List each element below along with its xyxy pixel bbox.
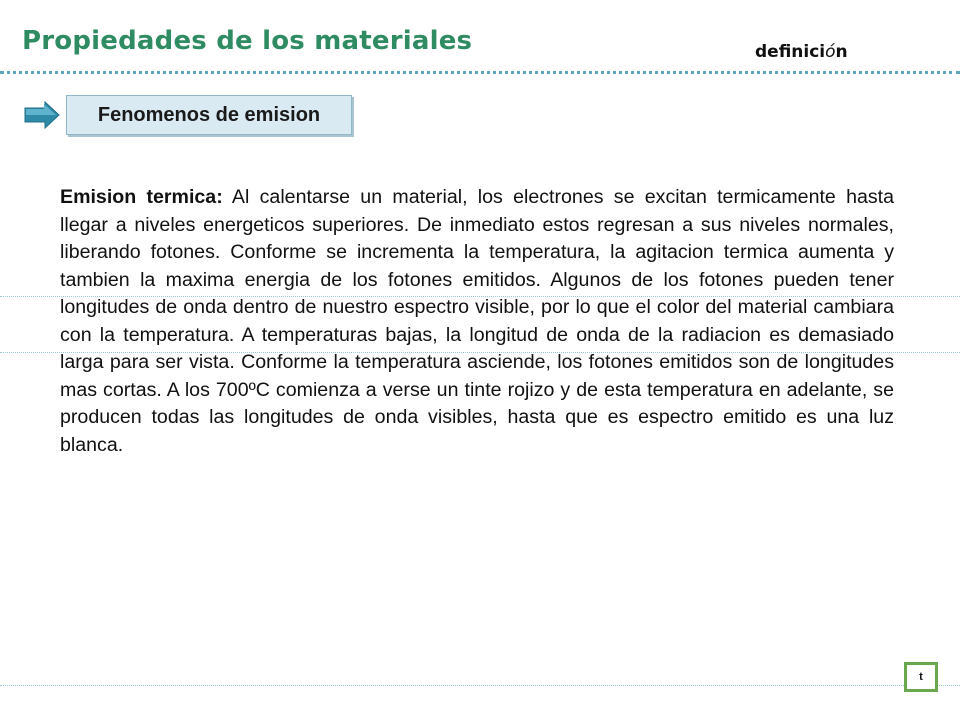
body-paragraph xyxy=(60,184,894,459)
page-title: Propiedades de los materiales xyxy=(22,26,473,56)
section-label-accent: ó xyxy=(825,42,836,62)
topic-heading-box: Fenomenos de emision xyxy=(66,95,352,135)
nav-button-label: t xyxy=(907,665,935,689)
nav-button[interactable] xyxy=(904,662,938,692)
section-label-prefix: definici xyxy=(755,42,826,62)
right-arrow-icon xyxy=(24,101,60,129)
section-label-suffix: n xyxy=(835,42,848,62)
body-text: Al calentarse un material, los electrones se excitan termicamente hasta llegar a niveles energeticos superiores. De inmediato estos regresan a sus niveles normales, liberando fotones. Conforme se incrementa la temperatura, la agitacion termica aumenta y tambien la maxima energia de los fotones emitidos. Algunos de los fotones pueden tener longitudes de onda dentro de nuestro espectro visible, por lo que el color del material cambiara con la temperatura. A temperaturas bajas, la longitud de onda de la radiacion es demasiado larga para ser vista. Conforme la temperatura asciende, los fotones emitidos son de longitudes mas cortas. A los 700ºC comienza a verse un tinte rojizo y de esta temperatura en adelante, se producen todas las longitudes de onda visibles, hasta que es espectro emitido es una luz blanca. xyxy=(60,186,895,456)
term-label: Emision termica: xyxy=(60,186,223,208)
header-divider xyxy=(0,71,960,74)
section-label xyxy=(755,42,848,62)
background-divider xyxy=(0,685,960,686)
